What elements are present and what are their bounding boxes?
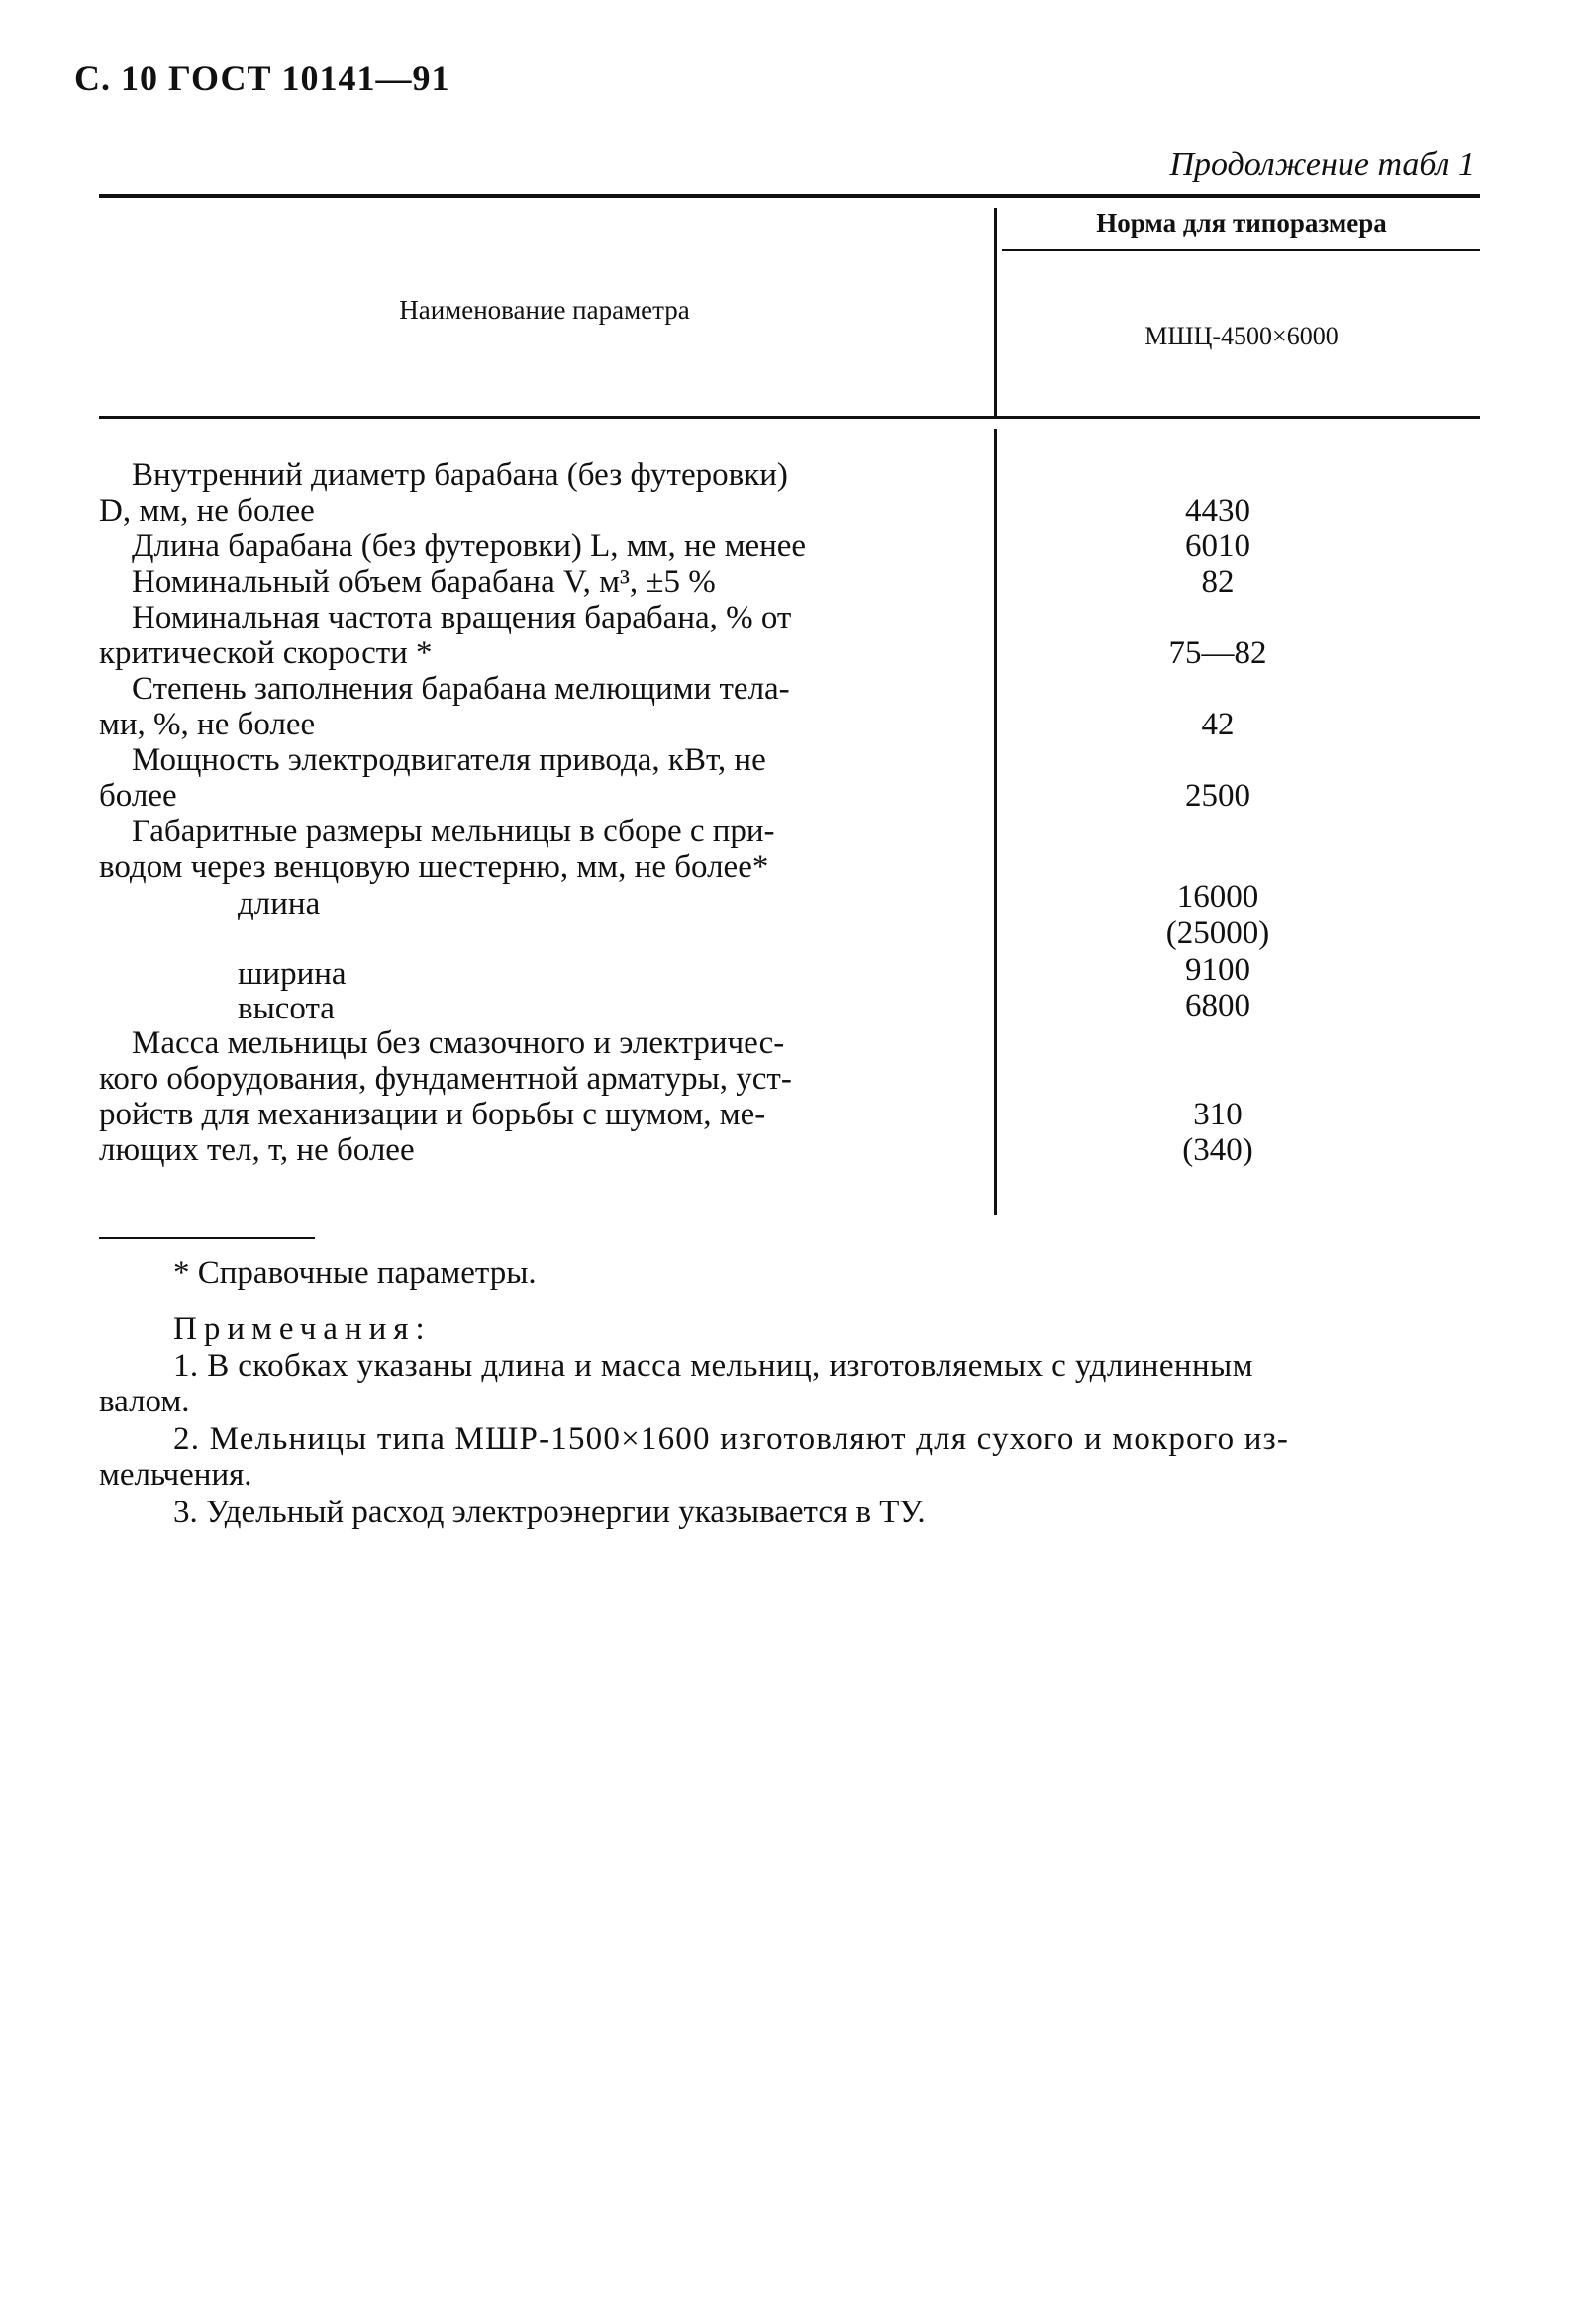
note-2-continued: мельчения.	[99, 1457, 252, 1493]
param-line: Номинальная частота вращения барабана, % от	[132, 600, 792, 635]
document-code: С. 10 ГОСТ 10141—91	[74, 58, 450, 98]
value-cell: (340)	[1182, 1132, 1253, 1168]
value-cell: 82	[1201, 564, 1235, 600]
value-cell: 6010	[1185, 529, 1250, 564]
note-3: 3. Удельный расход электроэнергии указывается в ТУ.	[173, 1495, 926, 1530]
value-cell: 42	[1201, 707, 1235, 742]
param-line: более	[99, 778, 177, 814]
param-line: лющих тел, т, не более	[99, 1132, 415, 1168]
value-cell: 4430	[1185, 493, 1250, 529]
param-line: длина	[238, 886, 321, 921]
param-line: критической скорости *	[99, 635, 433, 671]
param-line: Мощность электродвигателя привода, кВт, не	[132, 742, 766, 778]
note-2: 2. Мельницы типа МШР-1500×1600 изготовляют для сухого и мокрого из-	[173, 1421, 1290, 1457]
footnote: * Справочные параметры.	[173, 1255, 537, 1291]
column-header-size: МШЦ-4500×6000	[1144, 322, 1339, 350]
param-line: ми, %, не более	[99, 707, 316, 742]
param-line: Габаритные размеры мельницы в сборе с при-	[132, 814, 775, 849]
param-line: D, мм, не более	[99, 493, 315, 529]
param-line: Длина барабана (без футеровки) L, мм, не менее	[132, 529, 807, 564]
value-cell: 6800	[1185, 988, 1250, 1023]
value-cell: 75—82	[1168, 635, 1267, 671]
value-cell: 2500	[1185, 778, 1250, 814]
param-line: Степень заполнения барабана мелющими тела-	[132, 671, 790, 707]
param-line: ширина	[238, 956, 347, 992]
footnote-rule	[99, 1237, 315, 1239]
param-line: водом через венцовую шестерню, мм, не более*	[99, 849, 769, 885]
value-cell: (25000)	[1165, 916, 1270, 951]
column-separator-body	[994, 429, 997, 1215]
header-bottom-rule	[99, 416, 1480, 419]
header-divider-rule	[1002, 249, 1480, 251]
param-line: Масса мельницы без смазочного и электричес-	[132, 1025, 785, 1061]
value-cell: 16000	[1176, 879, 1259, 915]
value-cell: 9100	[1185, 952, 1250, 988]
param-line: ройств для механизации и борьбы с шумом, ме-	[99, 1097, 766, 1132]
param-line: высота	[238, 991, 335, 1026]
table-continuation-label: Продолжение табл 1	[1169, 146, 1475, 183]
param-line: кого оборудования, фундаментной арматуры, уст-	[99, 1061, 792, 1097]
param-line: Внутренний диаметр барабана (без футеровки)	[132, 457, 788, 493]
table-top-rule	[99, 194, 1480, 198]
column-header-parameter: Наименование параметра	[399, 295, 690, 325]
note-1: 1. В скобках указаны длина и масса мельниц, изготовляемых с удлиненным	[173, 1348, 1253, 1384]
column-separator-top	[994, 208, 997, 416]
notes-title: Примечания:	[173, 1311, 432, 1347]
column-header-norm: Норма для типоразмера	[1096, 208, 1387, 238]
param-line: Номинальный объем барабана V, м³, ±5 %	[132, 564, 716, 600]
value-cell: 310	[1193, 1097, 1243, 1132]
note-1-continued: валом.	[99, 1384, 190, 1419]
